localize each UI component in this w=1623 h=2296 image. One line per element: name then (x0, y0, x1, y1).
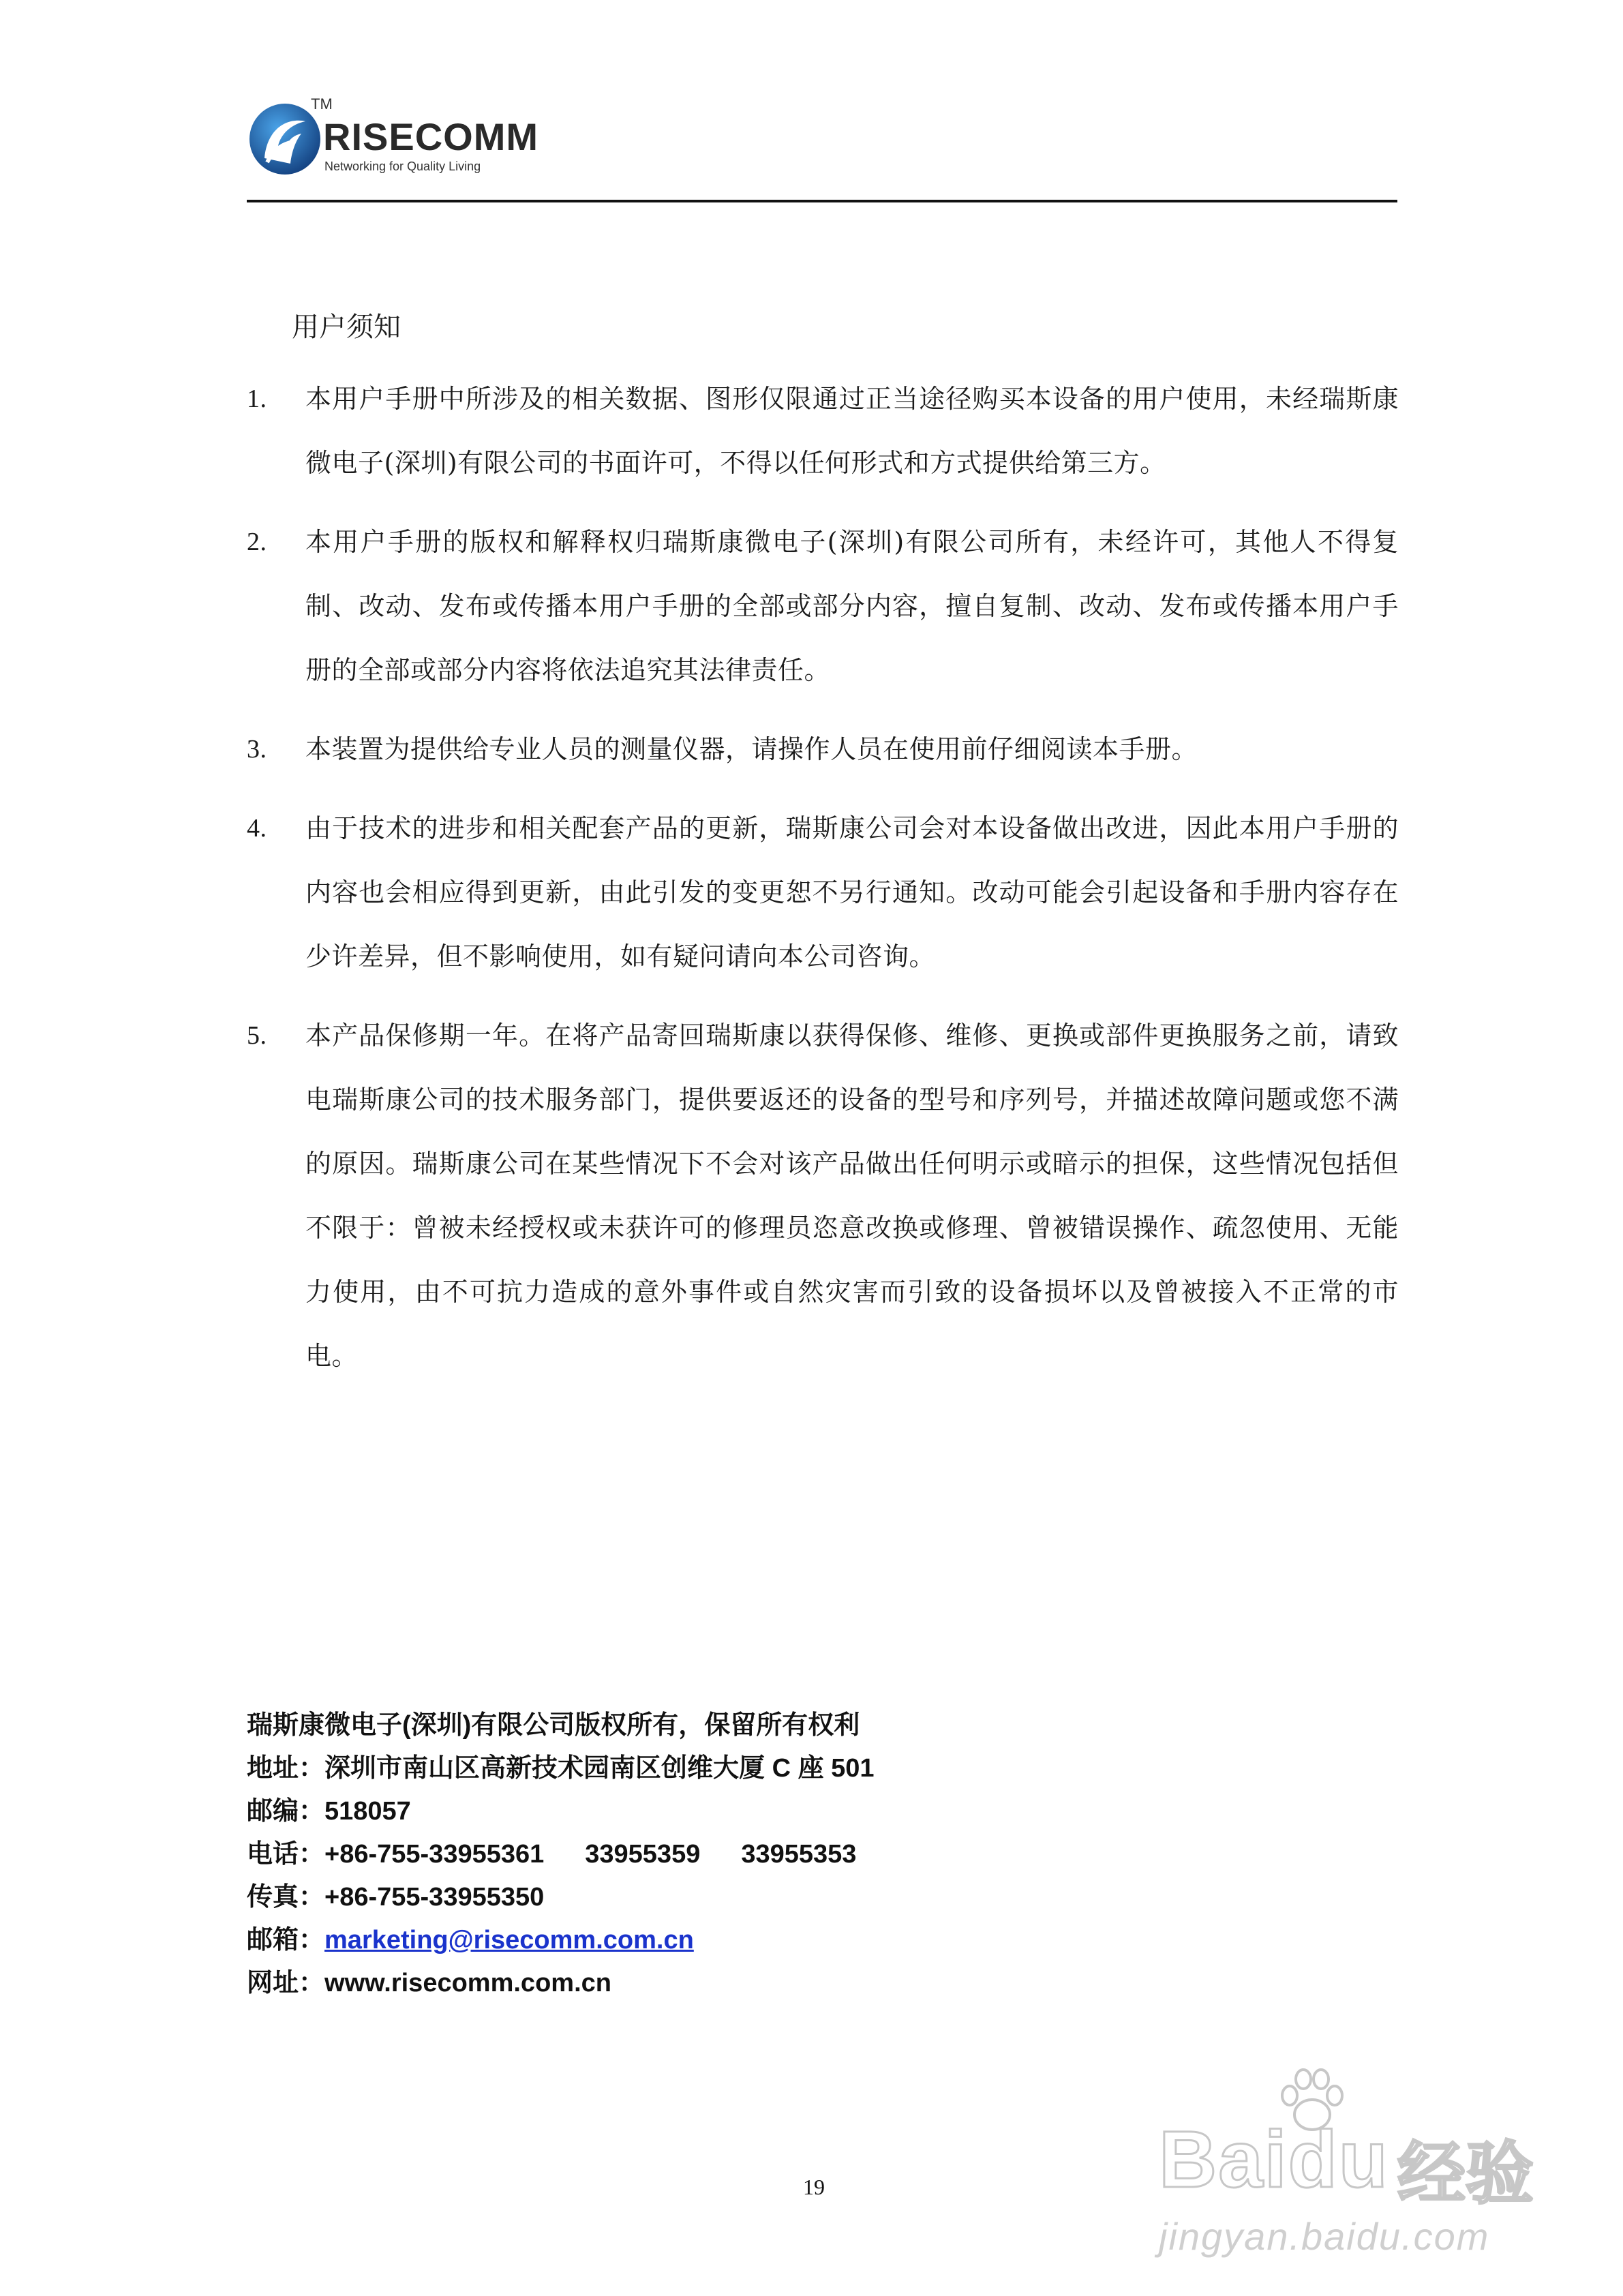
notice-title: 用户须知 (292, 312, 401, 343)
notice-text: 本装置为提供给专业人员的测量仪器，请操作人员在使用前仔细阅读本手册。 (305, 734, 1198, 764)
website-value: www.risecomm.com.cn (324, 1969, 611, 1997)
notice-text: 由于技术的进步和相关配套产品的更新，瑞斯康公司会对本设备做出改进，因此本用户手册的内容也会相应得到更新，由此引发的变更恕不另行通知。改动可能会引起设备和手册内容存在少许差异，但不影响使用，如有疑问请向本公司咨询。 (305, 813, 1399, 971)
notice-item-1 (247, 367, 1399, 495)
watermark-brand: Baidu (1159, 2115, 1389, 2205)
company-info (247, 1704, 875, 2005)
logo-wordmark: RISECOMM (323, 115, 539, 158)
page-header (247, 95, 1399, 205)
notice-list (247, 367, 1399, 1403)
notice-number: 5. (247, 1021, 267, 1050)
notice-item-3 (247, 717, 1399, 781)
logo-trademark: TM (311, 95, 333, 112)
notice-text: 本用户手册的版权和解释权归瑞斯康微电子(深圳)有限公司所有，未经许可，其他人不得复制、改动、发布或传播本用户手册的全部或部分内容，擅自复制、改动、发布或传播本用户手册的全部或部分内容将依法追究其法律责任。 (305, 527, 1399, 685)
notice-number: 4. (247, 814, 267, 843)
notice-text: 本用户手册中所涉及的相关数据、图形仅限通过正当途径购买本设备的用户使用，未经瑞斯康微电子(深圳)有限公司的书面许可，不得以任何形式和方式提供给第三方。 (305, 384, 1399, 478)
email-line (247, 1919, 875, 1962)
website-label: 网址： (247, 1969, 325, 1997)
notice-text: 本产品保修期一年。在将产品寄回瑞斯康以获得保修、维修、更换或部件更换服务之前，请致电瑞斯康公司的技术服务部门，提供要返还的设备的型号和序列号，并描述故障问题或您不满的原因。瑞斯康公司在某些情况下不会对该产品做出任何明示或暗示的担保，这些情况包括但不限于：曾被未经授权或未获许可的修理员恣意改换或修理、曾被错误操作、疏忽使用、无能力使用，由不可抗力造成的意外事件或自然灾害而引致的设备损坏以及曾被接入不正常的市电。 (305, 1021, 1399, 1371)
email-label: 邮箱： (247, 1926, 325, 1954)
address-value: 深圳市南山区高新技术园南区创维大厦 C 座 501 (324, 1754, 875, 1783)
watermark-url: jingyan.baidu.com (1159, 2215, 1490, 2258)
fax-value: +86-755-33955350 (324, 1883, 545, 1912)
notice-item-2 (247, 510, 1399, 702)
notice-number: 1. (247, 384, 267, 413)
postcode-label: 邮编： (247, 1797, 325, 1826)
website-line (247, 1962, 875, 2005)
postcode-value: 518057 (324, 1797, 411, 1826)
baidu-jingyan-watermark (1132, 2066, 1568, 2270)
header-divider (247, 200, 1397, 202)
email-link[interactable]: marketing@risecomm.com.cn (324, 1926, 694, 1954)
fax-line (247, 1876, 875, 1919)
page-number: 19 (803, 2175, 825, 2199)
fax-label: 传真： (247, 1883, 325, 1912)
notice-number: 3. (247, 735, 267, 764)
phone-line (247, 1833, 875, 1876)
notice-item-4 (247, 796, 1399, 988)
phone-1: +86-755-33955361 (324, 1840, 545, 1869)
address-line (247, 1747, 875, 1790)
logo-tagline: Networking for Quality Living (324, 160, 481, 173)
notice-number: 2. (247, 528, 267, 556)
phone-3: 33955353 (741, 1840, 857, 1869)
phone-label: 电话： (247, 1840, 325, 1869)
watermark-suffix: 经验 (1397, 2134, 1534, 2214)
address-label: 地址： (247, 1754, 325, 1783)
postcode-line (247, 1790, 875, 1833)
copyright-line: 瑞斯康微电子(深圳)有限公司版权所有，保留所有权利 (247, 1711, 860, 1740)
notice-item-5 (247, 1003, 1399, 1388)
phone-2: 33955359 (585, 1840, 701, 1869)
